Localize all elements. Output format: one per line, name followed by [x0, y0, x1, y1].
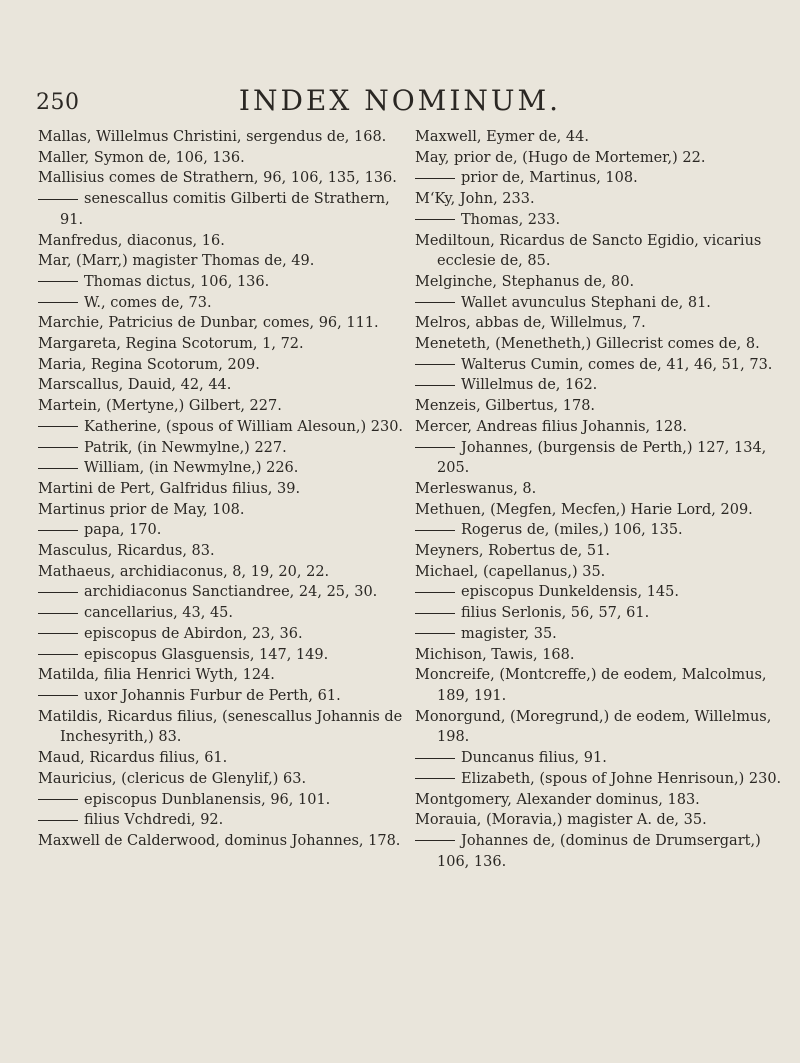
index-entry	[38, 334, 408, 355]
index-entry	[415, 479, 785, 500]
index-entry	[38, 272, 408, 293]
index-entry-text: Willelmus de, 162.	[461, 377, 598, 394]
index-entry	[38, 438, 408, 459]
index-entry	[415, 769, 785, 790]
index-entry-text: Matilda, filia Henrici Wyth, 124.	[38, 667, 275, 684]
index-entry	[38, 520, 408, 541]
index-entry	[38, 355, 408, 376]
index-entry	[415, 707, 785, 748]
ditto-dash	[38, 633, 78, 634]
index-entry	[38, 313, 408, 334]
index-entry	[38, 417, 408, 438]
index-entry	[415, 665, 785, 706]
ditto-dash	[415, 530, 455, 531]
index-entry-text: Montgomery, Alexander dominus, 183.	[415, 791, 700, 808]
index-entry	[38, 231, 408, 252]
index-entry	[38, 769, 408, 790]
index-entry	[415, 562, 785, 583]
index-entry	[415, 355, 785, 376]
ditto-dash	[38, 654, 78, 655]
index-entry	[38, 810, 408, 831]
ditto-dash	[38, 799, 78, 800]
index-entry-text: Mallas, Willelmus Christini, sergendus de, 168.	[38, 129, 387, 145]
index-entry-text: Matildis, Ricardus filius, (senescallus Johannis de Inchesyrith,) 83.	[38, 708, 403, 746]
index-entry-text: Maria, Regina Scotorum, 209.	[38, 356, 260, 373]
index-entry-text: Manfredus, diaconus, 16.	[38, 232, 225, 249]
index-entry	[38, 582, 408, 603]
ditto-dash	[415, 447, 455, 448]
index-entry-text: Martein, (Mertyne,) Gilbert, 227.	[38, 398, 282, 415]
index-entry-text: episcopus de Abirdon, 23, 36.	[84, 625, 303, 642]
index-entry-text: Melros, abbas de, Willelmus, 7.	[415, 315, 646, 332]
index-entry	[38, 541, 408, 562]
index-entry	[38, 251, 408, 272]
index-entry	[415, 520, 785, 541]
index-entry	[415, 748, 785, 769]
index-entry-text: William, (in Newmylne,) 226.	[84, 460, 299, 477]
index-entry	[38, 645, 408, 666]
index-entry	[415, 603, 785, 624]
index-entry-text: Maller, Symon de, 106, 136.	[38, 149, 245, 166]
ditto-dash	[415, 592, 455, 593]
index-entry-text: Merleswanus, 8.	[415, 480, 537, 497]
index-entry-text: W., comes de, 73.	[84, 294, 212, 311]
index-entry	[415, 438, 785, 479]
index-entry-text: Monorgund, (Moregrund,) de eodem, Willelmus, 198.	[415, 708, 772, 746]
index-entry	[38, 293, 408, 314]
index-entry	[38, 831, 408, 852]
index-entry-text: prior de, Martinus, 108.	[461, 170, 638, 187]
index-entry-text: Maud, Ricardus filius, 61.	[38, 750, 228, 767]
index-entry	[38, 686, 408, 707]
index-entry	[38, 603, 408, 624]
index-entry	[38, 748, 408, 769]
index-entry-text: Rogerus de, (miles,) 106, 135.	[461, 522, 683, 539]
index-entry	[415, 831, 785, 872]
ditto-dash	[415, 385, 455, 386]
index-entry-text: Elizabeth, (spous of Johne Henrisoun,) 230.	[461, 770, 782, 787]
index-entry-text: Menzeis, Gilbertus, 178.	[415, 398, 596, 415]
ditto-dash	[415, 178, 455, 179]
index-entry	[415, 127, 785, 148]
index-entry-text: filius Vchdredi, 92.	[84, 812, 224, 829]
index-entry	[415, 231, 785, 272]
ditto-dash	[415, 758, 455, 759]
index-entry-text: Johannes de, (dominus de Drumsergart,) 106, 136.	[437, 832, 761, 870]
ditto-dash	[415, 778, 455, 779]
index-entry-text: Melginche, Stephanus de, 80.	[415, 273, 635, 290]
index-entry-text: Wallet avunculus Stephani de, 81.	[461, 294, 711, 311]
index-entry	[38, 500, 408, 521]
index-entry	[415, 272, 785, 293]
index-entry-text: Moncreife, (Montcreffe,) de eodem, Malcolmus, 189, 191.	[415, 667, 767, 704]
index-entry	[38, 189, 408, 230]
index-entry-text: uxor Johannis Furbur de Perth, 61.	[84, 687, 341, 704]
index-entry-text: Thomas dictus, 106, 136.	[84, 273, 270, 290]
index-entry-text: Patrik, (in Newmylne,) 227.	[84, 439, 287, 456]
index-entry-text: Masculus, Ricardus, 83.	[38, 543, 215, 560]
index-entry-text: Methuen, (Megfen, Mecfen,) Harie Lord, 209.	[415, 501, 753, 518]
index-entry	[38, 665, 408, 686]
index-entry	[415, 293, 785, 314]
ditto-dash	[415, 302, 455, 303]
index-entry-text: Meneteth, (Menetheth,) Gillecrist comes de, 8.	[415, 336, 760, 353]
index-entry-text: Margareta, Regina Scotorum, 1, 72.	[38, 336, 304, 353]
index-entry-text: episcopus Dunblanensis, 96, 101.	[84, 791, 331, 808]
index-entry-text: Maxwell, Eymer de, 44.	[415, 129, 589, 145]
ditto-dash	[38, 613, 78, 614]
index-entry	[415, 810, 785, 831]
index-entry	[38, 790, 408, 811]
ditto-dash	[38, 592, 78, 593]
index-entry	[415, 541, 785, 562]
index-entry	[38, 168, 408, 189]
index-entry	[415, 582, 785, 603]
left-column	[38, 127, 408, 852]
ditto-dash	[38, 302, 78, 303]
index-entry-text: Katherine, (spous of William Alesoun,) 230.	[84, 418, 404, 435]
ditto-dash	[415, 613, 455, 614]
right-column	[415, 127, 785, 872]
index-entry-text: Michael, (capellanus,) 35.	[415, 563, 606, 580]
index-entry-text: Mar, (Marr,) magister Thomas de, 49.	[38, 253, 315, 270]
index-entry-text: Walterus Cumin, comes de, 41, 46, 51, 73.	[461, 356, 773, 373]
ditto-dash	[38, 695, 78, 696]
index-entry	[38, 396, 408, 417]
index-entry-text: Martinus prior de May, 108.	[38, 501, 245, 518]
index-entry-text: episcopus Glasguensis, 147, 149.	[84, 646, 329, 663]
ditto-dash	[38, 426, 78, 427]
index-entry	[415, 189, 785, 210]
page-header	[0, 84, 800, 124]
index-entry-text: May, prior de, (Hugo de Mortemer,) 22.	[415, 149, 706, 166]
ditto-dash	[38, 447, 78, 448]
index-entry-text: Michison, Tawis, 168.	[415, 646, 575, 663]
index-entry	[415, 313, 785, 334]
index-entry-text: Meyners, Robertus de, 51.	[415, 543, 610, 560]
index-entry	[38, 624, 408, 645]
index-entry	[415, 210, 785, 231]
running-title: INDEX NOMINUM.	[238, 84, 562, 117]
index-entry	[38, 562, 408, 583]
index-entry	[38, 707, 408, 748]
ditto-dash	[415, 219, 455, 220]
index-entry-text: archidiaconus Sanctiandree, 24, 25, 30.	[84, 584, 378, 601]
ditto-dash	[415, 364, 455, 365]
index-entry	[415, 148, 785, 169]
index-entry-text: Mercer, Andreas filius Johannis, 128.	[415, 418, 688, 435]
index-entry	[415, 790, 785, 811]
index-entry-text: filius Serlonis, 56, 57, 61.	[461, 605, 650, 622]
index-entry	[38, 479, 408, 500]
ditto-dash	[38, 468, 78, 469]
index-entry-text: Thomas, 233.	[461, 211, 561, 228]
index-entry	[38, 458, 408, 479]
index-entry-text: Marscallus, Dauid, 42, 44.	[38, 377, 232, 394]
index-entry-text: Mauricius, (clericus de Glenylif,) 63.	[38, 770, 307, 787]
index-entry	[38, 127, 408, 148]
index-entry-text: Mathaeus, archidiaconus, 8, 19, 20, 22.	[38, 563, 330, 580]
index-entry-text: Maxwell de Calderwood, dominus Johannes, 178.	[38, 832, 401, 849]
index-entry-text: Morauia, (Moravia,) magister A. de, 35.	[415, 812, 707, 829]
index-entry	[415, 375, 785, 396]
index-entry-text: cancellarius, 43, 45.	[84, 605, 234, 622]
index-entry-text: M‘Ky, John, 233.	[415, 191, 535, 208]
ditto-dash	[38, 281, 78, 282]
page-number: 250	[36, 90, 80, 115]
ditto-dash	[415, 840, 455, 841]
index-entry-text: Martini de Pert, Galfridus filius, 39.	[38, 480, 301, 497]
ditto-dash	[38, 820, 78, 821]
index-entry-text: Mediltoun, Ricardus de Sancto Egidio, vicarius ecclesie de, 85.	[415, 232, 762, 270]
ditto-dash	[415, 633, 455, 634]
index-entry	[415, 500, 785, 521]
index-entry-text: senescallus comitis Gilberti de Strathern, 91.	[60, 191, 390, 228]
index-entry-text: Duncanus filius, 91.	[461, 750, 607, 767]
index-entry-text: papa, 170.	[84, 522, 162, 539]
index-entry-text: Mallisius comes de Strathern, 96, 106, 135, 136.	[38, 170, 397, 187]
ditto-dash	[38, 199, 78, 200]
index-entry	[415, 624, 785, 645]
index-entry	[415, 168, 785, 189]
index-entry	[38, 148, 408, 169]
ditto-dash	[38, 530, 78, 531]
index-entry-text: Marchie, Patricius de Dunbar, comes, 96, 111.	[38, 315, 379, 332]
index-entry	[38, 375, 408, 396]
index-entry	[415, 645, 785, 666]
index-entry-text: episcopus Dunkeldensis, 145.	[461, 584, 679, 601]
index-entry	[415, 396, 785, 417]
index-entry	[415, 417, 785, 438]
index-entry-text: magister, 35.	[461, 625, 557, 642]
index-entry-text: Johannes, (burgensis de Perth,) 127, 134, 205.	[437, 439, 767, 477]
index-entry	[415, 334, 785, 355]
